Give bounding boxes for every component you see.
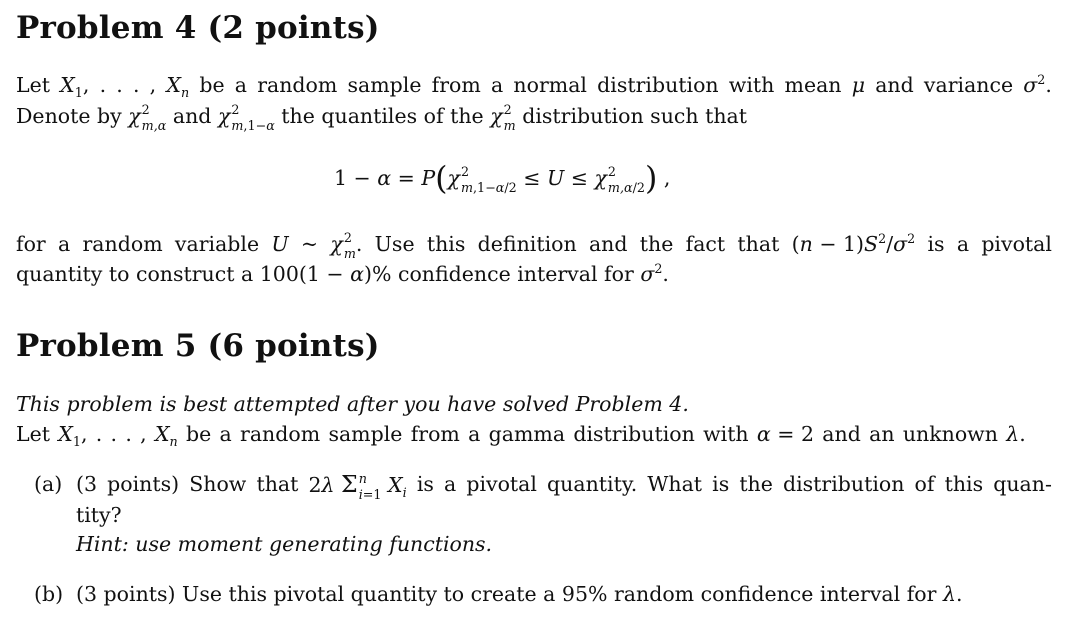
problem-5-intro: This problem is best attempted after you have solved Problem 4. (16, 392, 689, 416)
problem-4-line-3: for a random variable U ~ χ 2 m . Use this definition and the fact that $(n - 1)S^2/\sigma^2$ is a pivotal (16, 230, 1052, 261)
part-b-line-1: (3 points) Use this pivotal quantity to create a 95% random confidence interval for λ. (76, 582, 963, 606)
problem-4-line-1: Let $X_1$, . . . , $X_n$ be a random sample from a normal distribution with mean μ and variance $\sigma^2$. (16, 72, 1052, 101)
part-a-line-2: tity? (76, 503, 122, 527)
part-b-label: (b) (34, 582, 64, 606)
part-a-line-1: (3 points) Show that 2λ Σ n i=1 $X_i$ is a pivotal quantity. What is the distribution of this quan- (76, 470, 1052, 502)
part-a-label: (a) (34, 472, 63, 496)
problem-4-equation: 1 − α = P(χ 2 m,1−α/2 ≤ U ≤ χ 2 m,α/2 ) , (334, 161, 671, 197)
problem-4-line-4: quantity to construct a 100(1 − α)% confidence interval for $\sigma^2$. (16, 261, 669, 286)
problem-5-heading: Problem 5 (6 points) (16, 328, 380, 364)
problem-5-line-1: Let $X_1$, . . . , $X_n$ be a random sample from a gamma distribution with α = 2 and an unknown λ. (16, 422, 1026, 450)
part-a-hint: Hint: use moment generating functions. (76, 532, 493, 556)
problem-4-heading: Problem 4 (2 points) (16, 10, 380, 46)
problem-4-line-2: Denote by χ 2 m,α and χ 2 m,1−α the quantiles of the χ 2 m distribution such that (16, 102, 748, 133)
